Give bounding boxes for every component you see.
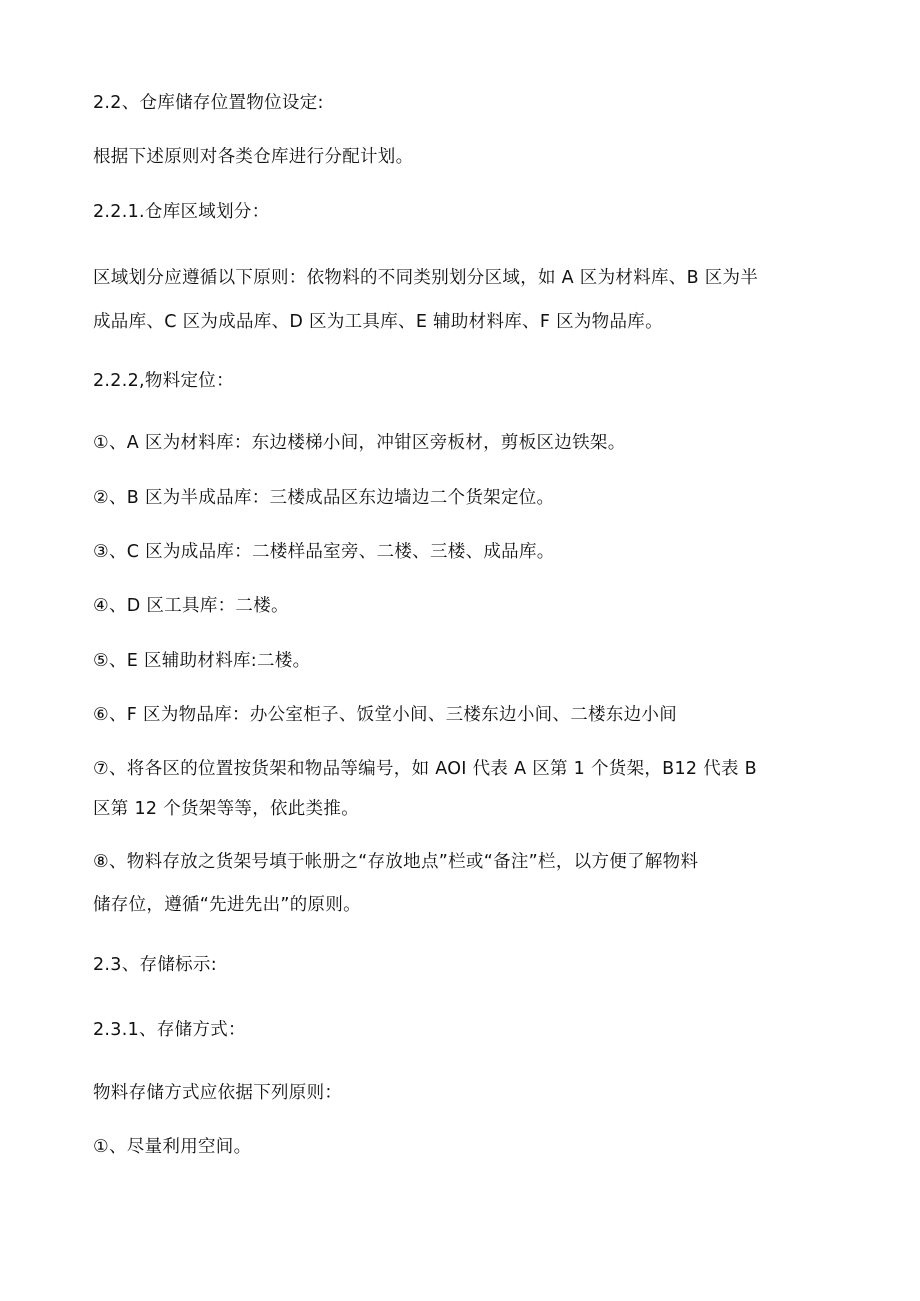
list-item-7-line-2: 区第 12 个货架等等，依此类推。 — [93, 799, 359, 819]
list-item-8-line-2: 储存位，遵循“先进先出”的原则。 — [93, 895, 361, 915]
paragraph-intro: 根据下述原则对各类仓库进行分配计划。 — [93, 147, 414, 167]
heading-2-3: 2.3、存储标示: — [93, 955, 217, 975]
paragraph-storage: 物料存储方式应依据下列原则： — [93, 1083, 343, 1103]
paragraph-zoning-1: 区域划分应遵循以下原则：依物料的不同类别划分区域，如 A 区为材料库、B 区为半 — [93, 268, 759, 288]
list-item-3: ③、C 区为成品库：二楼样品室旁、二楼、三楼、成品库。 — [93, 542, 555, 562]
list-item-1: ①、A 区为材料库：东边楼梯小间，冲钳区旁板材，剪板区边铁架。 — [93, 433, 626, 453]
list-item-6: ⑥、F 区为物品库：办公室柜子、饭堂小间、三楼东边小间、二楼东边小间 — [93, 705, 678, 725]
paragraph-zoning-2: 成品库、C 区为成品库、D 区为工具库、E 辅助材料库、F 区为物品库。 — [93, 312, 663, 332]
heading-2-2-1: 2.2.1.仓库区域划分： — [93, 202, 270, 222]
list-item-8-line-1: ⑧、物料存放之货架号填于帐册之“存放地点”栏或“备注”栏，以方便了解物料 — [93, 852, 699, 872]
list-item-2: ②、B 区为半成品库：三楼成品区东边墙边二个货架定位。 — [93, 488, 555, 508]
heading-2-2-2: 2.2.2,物料定位： — [93, 371, 234, 391]
list-item-5: ⑤、E 区辅助材料库:二楼。 — [93, 651, 311, 671]
list-item-storage-1: ①、尽量利用空间。 — [93, 1137, 252, 1157]
heading-2-2: 2.2、仓库储存位置物位设定: — [93, 93, 324, 113]
list-item-4: ④、D 区工具库：二楼。 — [93, 596, 289, 616]
list-item-7-line-1: ⑦、将各区的位置按货架和物品等编号，如 AOI 代表 A 区第 1 个货架，B12 代表 B — [93, 759, 757, 779]
heading-2-3-1: 2.3.1、存储方式： — [93, 1020, 246, 1040]
